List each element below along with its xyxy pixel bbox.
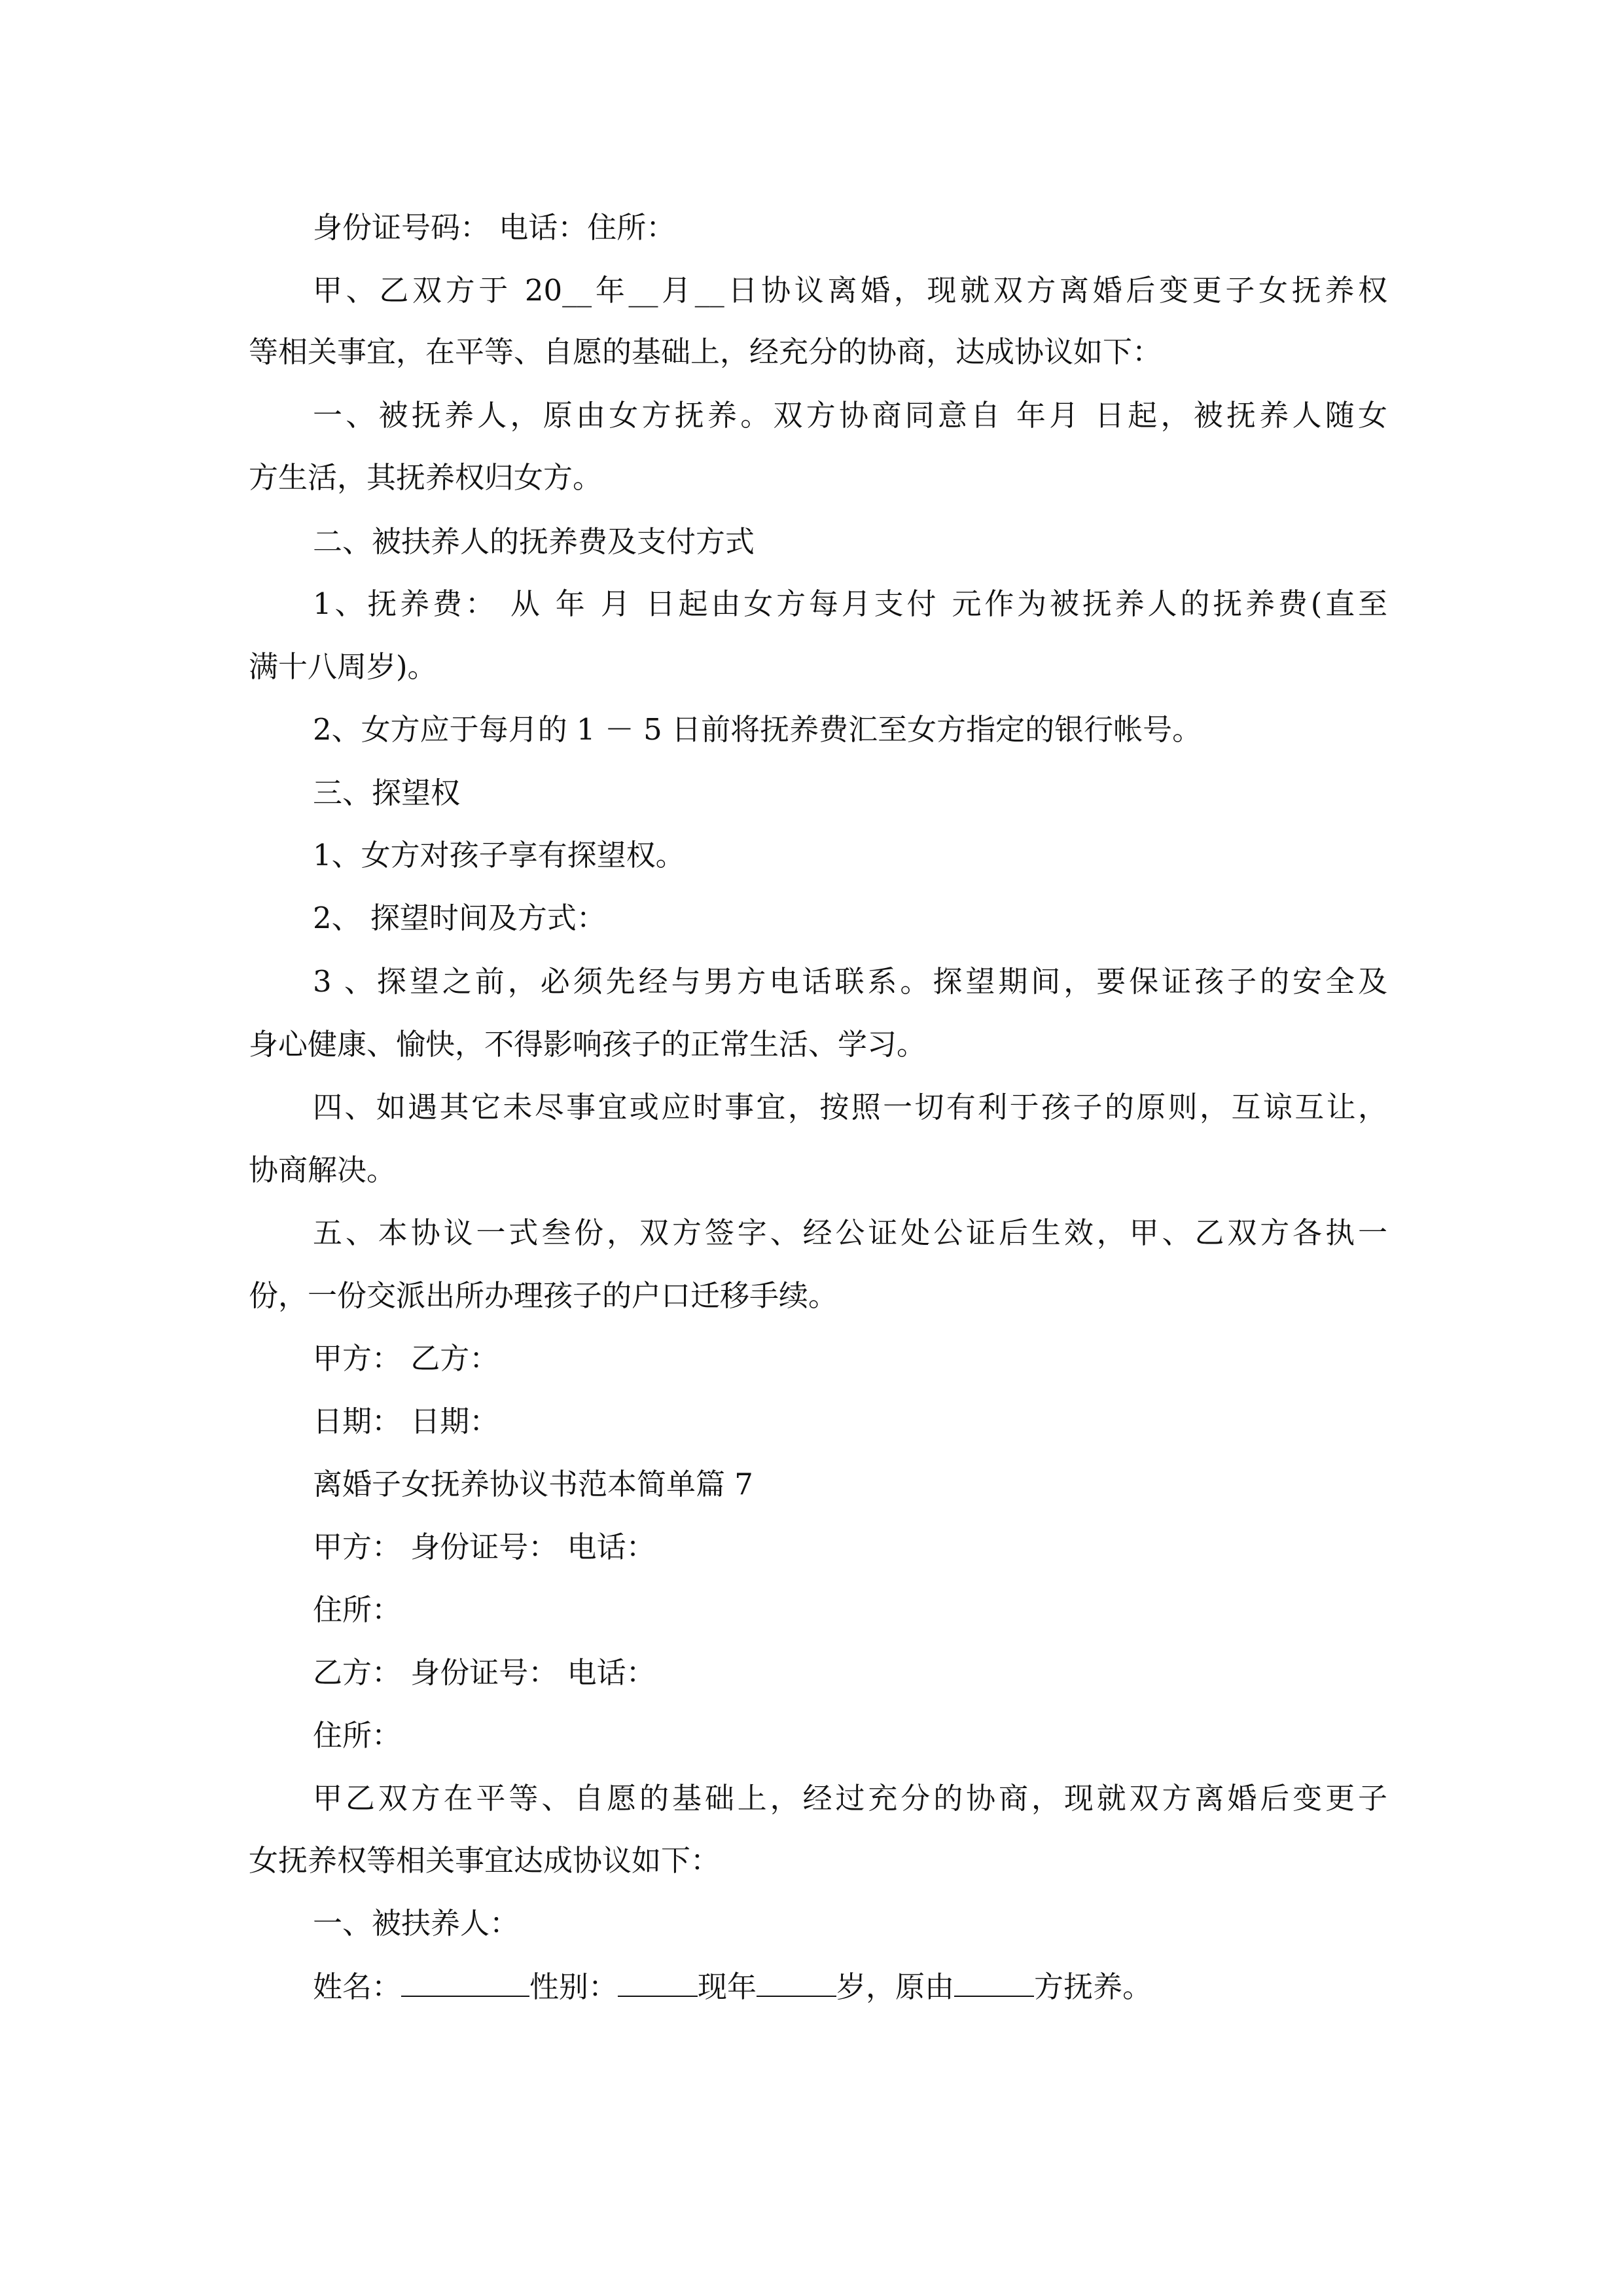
- custody-suffix: 方抚养。: [1034, 1969, 1152, 2004]
- signature-line: 甲方： 乙方：: [313, 1341, 499, 1376]
- gender-blank[interactable]: [618, 1967, 698, 1997]
- gender-label: 性别：: [529, 1969, 618, 2004]
- paragraph-line: 方生活，其抚养权归女方。: [249, 460, 603, 495]
- age-suffix: 岁，原由: [836, 1969, 955, 2004]
- paragraph-line: 3 、探望之前，必须先经与男方电话联系。探望期间，要保证孩子的安全及: [313, 964, 1387, 999]
- paragraph-line: 甲乙双方在平等、自愿的基础上，经过充分的协商，现就双方离婚后变更子: [313, 1781, 1387, 1816]
- paragraph-line: 一、被抚养人，原由女方抚养。双方协商同意自 年月 日起，被抚养人随女: [313, 398, 1387, 433]
- age-prefix: 现年: [698, 1969, 757, 2004]
- paragraph-line: 协商解决。: [249, 1153, 397, 1187]
- paragraph-line: 四、如遇其它未尽事宜或应时事宜，按照一切有利于孩子的原则，互谅互让，: [313, 1090, 1387, 1124]
- custody-blank[interactable]: [954, 1967, 1034, 1997]
- paragraph-line: 甲、乙双方于 20__年__月__日协议离婚，现就双方离婚后变更子女抚养权: [313, 273, 1387, 308]
- age-blank[interactable]: [757, 1967, 836, 1997]
- party-a-address: 住所：: [313, 1592, 402, 1627]
- paragraph-line: 2、女方应于每月的 1 － 5 日前将抚养费汇至女方指定的银行帐号。: [313, 712, 1202, 747]
- paragraph-line: 份，一份交派出所办理孩子的户口迁移手续。: [249, 1278, 838, 1313]
- paragraph-line: 等相关事宜，在平等、自愿的基础上，经充分的协商，达成协议如下：: [249, 334, 1162, 369]
- paragraph-line: 1、女方对孩子享有探望权。: [313, 838, 685, 872]
- form-line: [313, 1967, 1152, 2007]
- paragraph-line: 1、抚养费： 从 年 月 日起由女方每月支付 元作为被抚养人的抚养费(直至: [313, 586, 1387, 621]
- name-label: 姓名：: [313, 1969, 402, 2004]
- paragraph-line: 身心健康、愉快，不得影响孩子的正常生活、学习。: [249, 1027, 927, 1062]
- paragraph-line: 满十八周岁)。: [249, 649, 437, 684]
- section-heading: 三、探望权: [313, 776, 461, 810]
- name-blank[interactable]: [401, 1967, 529, 1997]
- party-b-address: 住所：: [313, 1718, 402, 1753]
- date-line: 日期： 日期：: [313, 1404, 499, 1439]
- section-title: 离婚子女抚养协议书范本简单篇 7: [313, 1467, 753, 1501]
- section-heading: 二、被扶养人的抚养费及支付方式: [313, 524, 755, 559]
- party-a-line: 甲方： 身份证号： 电话：: [313, 1530, 656, 1564]
- paragraph-line: 2、 探望时间及方式：: [313, 901, 606, 935]
- paragraph-line: 五、本协议一式叁份，双方签字、经公证处公证后生效，甲、乙双方各执一: [313, 1215, 1387, 1250]
- paragraph-line: 身份证号码： 电话：住所：: [313, 210, 676, 245]
- party-b-line: 乙方： 身份证号： 电话：: [313, 1655, 656, 1690]
- section-heading: 一、被扶养人：: [313, 1906, 520, 1941]
- paragraph-line: 女抚养权等相关事宜达成协议如下：: [249, 1843, 721, 1878]
